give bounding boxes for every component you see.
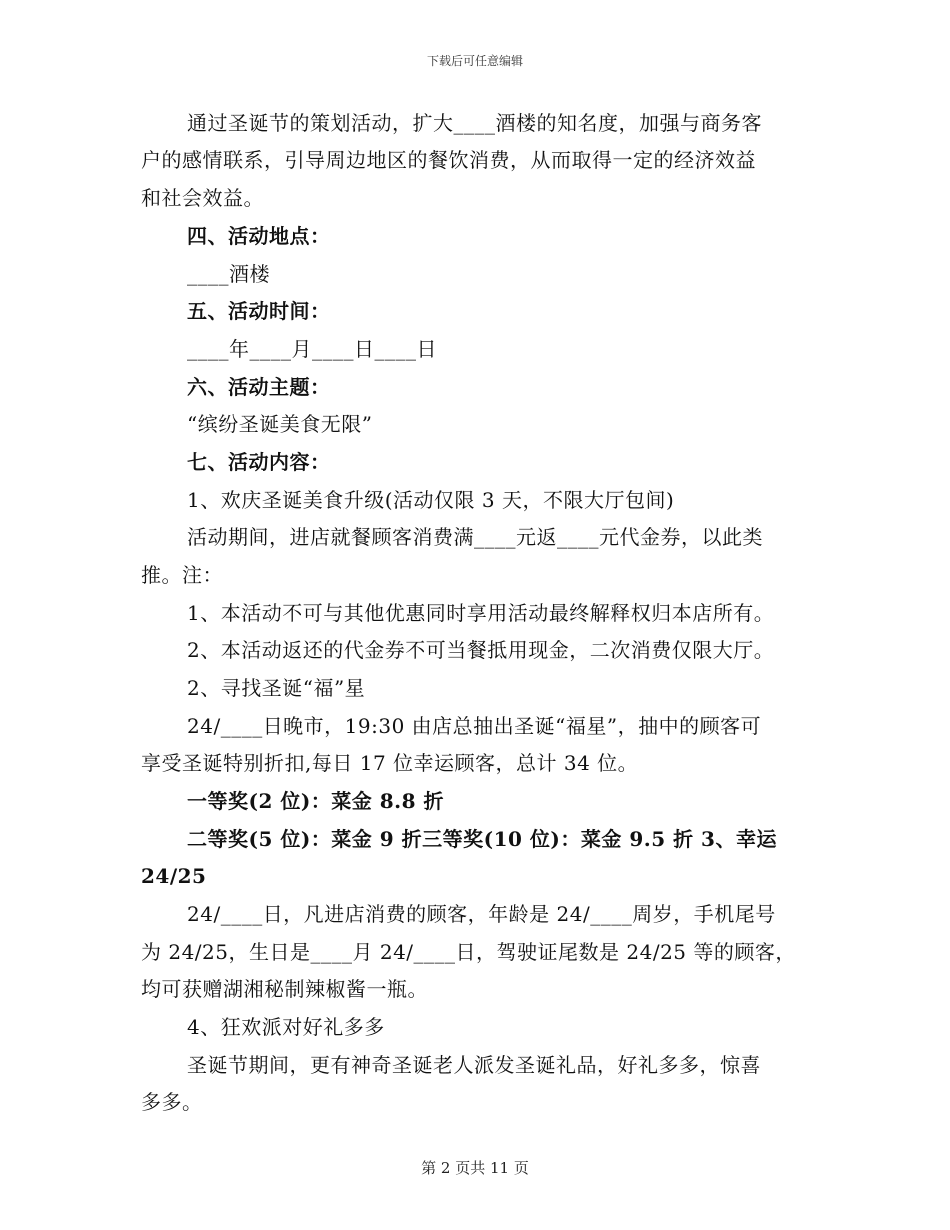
section-heading: 四、活动地点： bbox=[187, 224, 331, 248]
paragraph-line: 推。注： bbox=[141, 563, 223, 587]
paragraph-line: 1、欢庆圣诞美食升级(活动仅限 3 天，不限大厅包间) bbox=[187, 488, 675, 512]
paragraph-line: 多多。 bbox=[141, 1090, 203, 1114]
paragraph-line: 24/____日晚市，19:30 由店总抽出圣诞“福星”，抽中的顾客可 bbox=[187, 714, 762, 738]
paragraph-line: 享受圣诞特别折扣,每日 17 位幸运顾客，总计 34 位。 bbox=[141, 751, 639, 775]
section-heading: 五、活动时间： bbox=[187, 299, 331, 323]
paragraph-line: 2、寻找圣诞“福”星 bbox=[187, 676, 366, 700]
prize-line: 一等奖(2 位)：菜金 8.8 折 bbox=[187, 789, 445, 813]
prize-line: 二等奖(5 位)：菜金 9 折三等奖(10 位)：菜金 9.5 折 3、幸运 bbox=[187, 827, 777, 851]
section-heading: 七、活动内容： bbox=[187, 450, 331, 474]
paragraph-line: ____酒楼 bbox=[187, 262, 270, 286]
paragraph-line: 2、本活动返还的代金券不可当餐抵用现金，二次消费仅限大厅。 bbox=[187, 638, 775, 662]
paragraph-line: 和社会效益。 bbox=[141, 186, 264, 210]
paragraph-line: 为 24/25，生日是____月 24/____日，驾驶证尾数是 24/25 等的顾客， bbox=[141, 940, 796, 964]
paragraph-line: 通过圣诞节的策划活动，扩大____酒楼的知名度，加强与商务客 bbox=[187, 111, 762, 135]
paragraph-line: ____年____月____日____日 bbox=[187, 337, 437, 361]
page-header: 下载后可任意编辑 bbox=[426, 54, 523, 68]
page-footer: 第 2 页共 11 页 bbox=[421, 1159, 529, 1177]
paragraph-line: 圣诞节期间，更有神奇圣诞老人派发圣诞礼品，好礼多多，惊喜 bbox=[187, 1053, 761, 1077]
section-heading: 六、活动主题： bbox=[187, 375, 331, 399]
paragraph-line: 活动期间，进店就餐顾客消费满____元返____元代金券，以此类 bbox=[187, 525, 763, 549]
paragraph-line: 4、狂欢派对好礼多多 bbox=[187, 1015, 385, 1039]
paragraph-line: 均可获赠湖湘秘制辣椒酱一瓶。 bbox=[141, 977, 428, 1001]
paragraph-line: “缤纷圣诞美食无限” bbox=[187, 412, 373, 436]
paragraph-line: 户的感情联系，引导周边地区的餐饮消费，从而取得一定的经济效益 bbox=[141, 148, 756, 172]
paragraph-line: 1、本活动不可与其他优惠同时享用活动最终解释权归本店所有。 bbox=[187, 601, 775, 625]
paragraph-line: 24/____日，凡进店消费的顾客，年龄是 24/____周岁，手机尾号 bbox=[187, 902, 776, 926]
prize-line: 24/25 bbox=[141, 864, 207, 888]
